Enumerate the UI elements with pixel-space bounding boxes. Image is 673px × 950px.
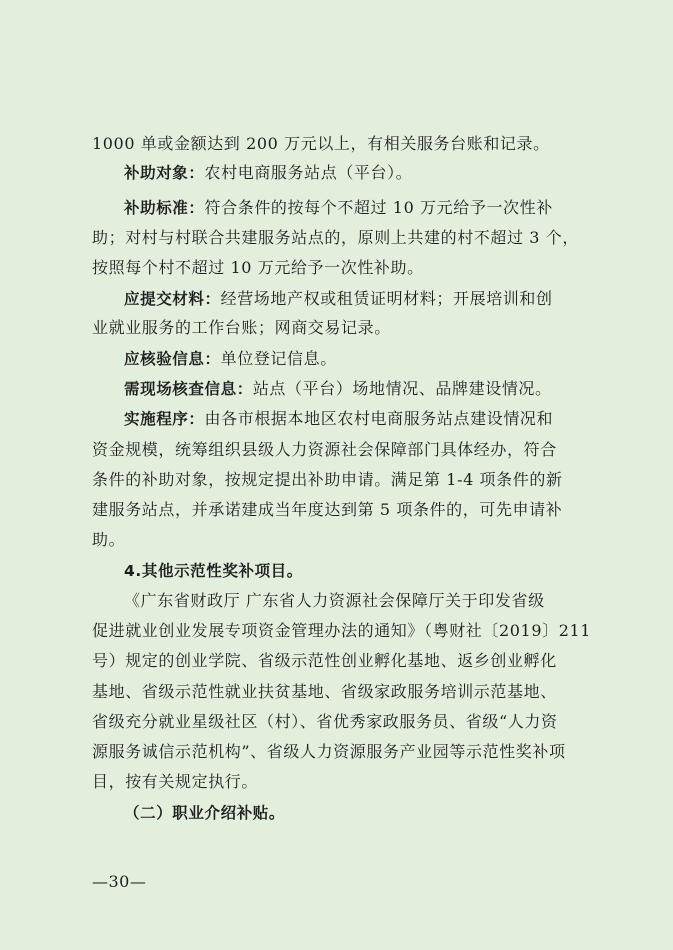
- text-line: [92, 470, 592, 490]
- line-text: 促进就业创业发展专项资金管理办法的通知》（粤财社〔2019〕211: [92, 621, 592, 640]
- line-text: 助；对村与村联合共建服务站点的，原则上共建的村不超过 3 个，: [92, 228, 579, 247]
- line-text: 《广东省财政厅 广东省人力资源社会保障厅关于印发省级: [124, 591, 545, 610]
- line-text: 助。: [92, 530, 126, 549]
- line-text: 单位登记信息。: [220, 349, 337, 368]
- text-line: [92, 621, 592, 641]
- subsidy-standard-line: [124, 198, 624, 218]
- text-line: [92, 228, 592, 248]
- section-heading-text: 4.其他示范性奖补项目。: [124, 562, 303, 580]
- procedure-label: 实施程序：: [124, 410, 205, 428]
- text-line: [92, 258, 592, 278]
- subsidy-target-label: 补助对象：: [124, 164, 205, 182]
- text-line: [124, 591, 624, 611]
- onsite-check-label: 需现场核查信息：: [124, 380, 253, 398]
- text-line: [92, 440, 592, 460]
- line-text: 站点（平台）场地情况、品牌建设情况。: [252, 379, 552, 398]
- materials-line: [124, 289, 624, 309]
- line-text: 1000 单或金额达到 200 万元以上，有相关服务台账和记录。: [92, 134, 550, 153]
- subsidy-target-line: [124, 163, 624, 183]
- line-text: 资金规模，统筹组织县级人力资源社会保障部门具体经办，符合: [92, 440, 557, 459]
- line-text: 省级充分就业星级社区（村）、省优秀家政服务员、省级“人力资: [92, 712, 558, 731]
- text-line: [92, 651, 592, 671]
- text-line: [92, 318, 592, 338]
- line-text: 建服务站点，并承诺建成当年度达到第 5 项条件的，可先申请补: [92, 500, 563, 519]
- verify-info-line: [124, 349, 624, 369]
- line-text: 按照每个村不超过 10 万元给予一次性补助。: [92, 258, 424, 277]
- line-text: 符合条件的按每个不超过 10 万元给予一次性补: [204, 198, 553, 217]
- line-text: 基地、省级示范性就业扶贫基地、省级家政服务培训示范基地、: [92, 682, 557, 701]
- text-line: [92, 682, 592, 702]
- subsection-heading-text: （二）职业介绍补贴。: [124, 804, 286, 822]
- line-text: 经营场地产权或租赁证明材料；开展培训和创: [220, 289, 553, 308]
- text-line: [92, 742, 592, 762]
- section-heading: [124, 561, 624, 581]
- text-line: [92, 712, 592, 732]
- procedure-line: [124, 409, 624, 429]
- line-text: 业就业服务的工作台账；网商交易记录。: [92, 318, 391, 337]
- line-text: 农村电商服务站点（平台）。: [204, 163, 413, 182]
- line-text: 号）规定的创业学院、省级示范性创业孵化基地、返乡创业孵化: [92, 651, 557, 670]
- materials-label: 应提交材料：: [124, 290, 221, 308]
- text-line: [92, 134, 592, 154]
- line-text: 由各市根据本地区农村电商服务站点建设情况和: [204, 409, 554, 428]
- text-line: [92, 530, 592, 550]
- onsite-check-line: [124, 379, 624, 399]
- text-line: [92, 500, 592, 520]
- text-line: [92, 772, 592, 792]
- subsidy-standard-label: 补助标准：: [124, 199, 205, 217]
- line-text: 源服务诚信示范机构”、省级人力资源服务产业园等示范性奖补项: [92, 742, 566, 761]
- verify-info-label: 应核验信息：: [124, 350, 221, 368]
- line-text: 目，按有关规定执行。: [92, 772, 259, 791]
- line-text: 条件的补助对象，按规定提出补助申请。满足第 1-4 项条件的新: [92, 470, 563, 489]
- subsection-heading: [124, 803, 624, 823]
- page-number: —30—: [92, 872, 147, 891]
